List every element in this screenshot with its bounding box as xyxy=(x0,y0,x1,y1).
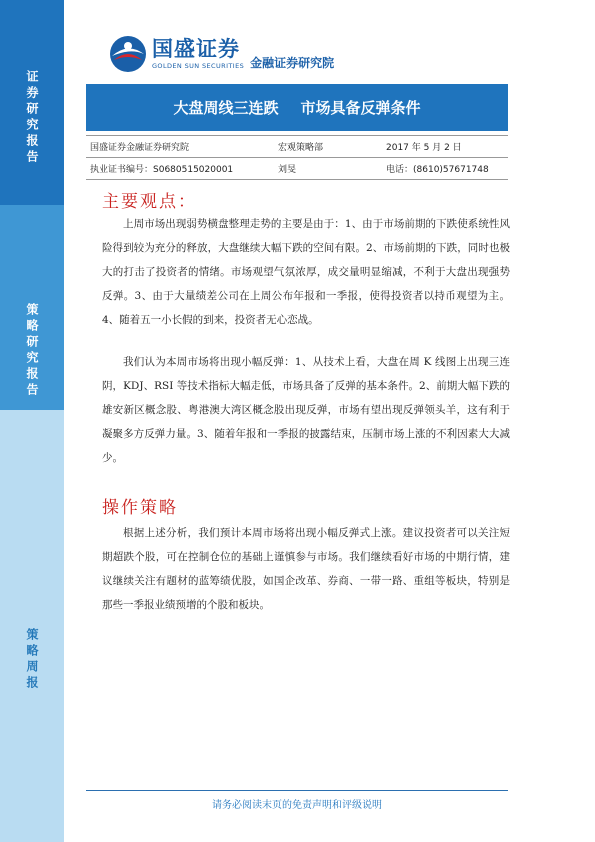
logo-english-name: GOLDEN SUN SECURITIES xyxy=(152,62,245,70)
report-title-bar xyxy=(86,84,508,131)
sidebar-label: 证券研究报告 xyxy=(25,70,39,166)
report-subtitle: 市场具备反弹条件 xyxy=(300,99,421,117)
sidebar-label: 策略周报 xyxy=(25,628,39,692)
key-points-paragraph-2: 我们认为本周市场将出现小幅反弹：1、从技术上看，大盘在周 K 线图上出现三连阴，KDJ、RSI 等技术指标大幅走低，市场具备了反弹的基本条件。2、前期大幅下跌的雄安新区概念股、粤港澳大湾区概念股出现反弹，市场有望出现反弹领头羊，这有利于凝聚多方反弹力量。3、随着年报和一季报的披露结束，压制市场上涨的不利因素大大减少。 xyxy=(102,356,510,464)
phone-number: 电话：(8610)57671748 xyxy=(386,164,489,175)
analyst-name: 刘旻 xyxy=(278,164,297,175)
info-row xyxy=(86,157,508,180)
sidebar xyxy=(0,0,64,842)
sidebar-section-strategy-weekly xyxy=(0,410,64,842)
sidebar-label: 策略研究报告 xyxy=(25,303,39,399)
report-title: 大盘周线三连跌 xyxy=(173,99,279,117)
strategy-heading: 操作策略 xyxy=(102,498,178,518)
logo-chinese-name: 国盛证券 xyxy=(152,37,240,61)
sun-logo-icon xyxy=(108,34,148,74)
info-row xyxy=(86,135,508,158)
footer-disclaimer: 请务必阅读末页的免责声明和评级说明 xyxy=(212,800,382,811)
strategy-paragraph: 根据上述分析，我们预计本周市场将出现小幅反弹式上涨。建议投资者可以关注短期超跌个股，可在控制仓位的基础上谨慎参与市场。我们继续看好市场的中期行情，建议继续关注有题材的蓝筹绩优股，如国企改革、券商、一带一路、重组等板块，特别是那些一季报业绩预增的个股和板块。 xyxy=(102,527,510,611)
sidebar-section-securities-report xyxy=(0,0,64,205)
institute-name: 国盛证券金融证券研究院 xyxy=(90,142,190,153)
logo-wordmark xyxy=(152,38,244,70)
company-logo xyxy=(108,34,334,74)
sidebar-section-strategy-report xyxy=(0,205,64,410)
logo-institute-name: 金融证券研究院 xyxy=(250,55,335,70)
report-date: 2017 年 5 月 2 日 xyxy=(386,142,462,153)
department-name: 宏观策略部 xyxy=(278,142,324,153)
license-number: 执业证书编号：S0680515020001 xyxy=(90,164,234,175)
key-points-heading: 主要观点： xyxy=(102,192,197,212)
key-points-paragraph-1: 上周市场出现弱势横盘整理走势的主要是由于：1、由于市场前期的下跌使系统性风险得到较为充分的释放，大盘继续大幅下跌的空间有限。2、市场前期的下跌，同时也极大的打击了投资者的情绪。市场观望气氛浓厚，成交量明显缩减，不利于大盘出现强势反弹。3、由于大量绩差公司在上周公布年报和一季报，使得投资者以持币观望为主。4、随着五一小长假的到来，投资者无心恋战。 xyxy=(102,218,510,326)
footer-divider xyxy=(86,790,508,791)
